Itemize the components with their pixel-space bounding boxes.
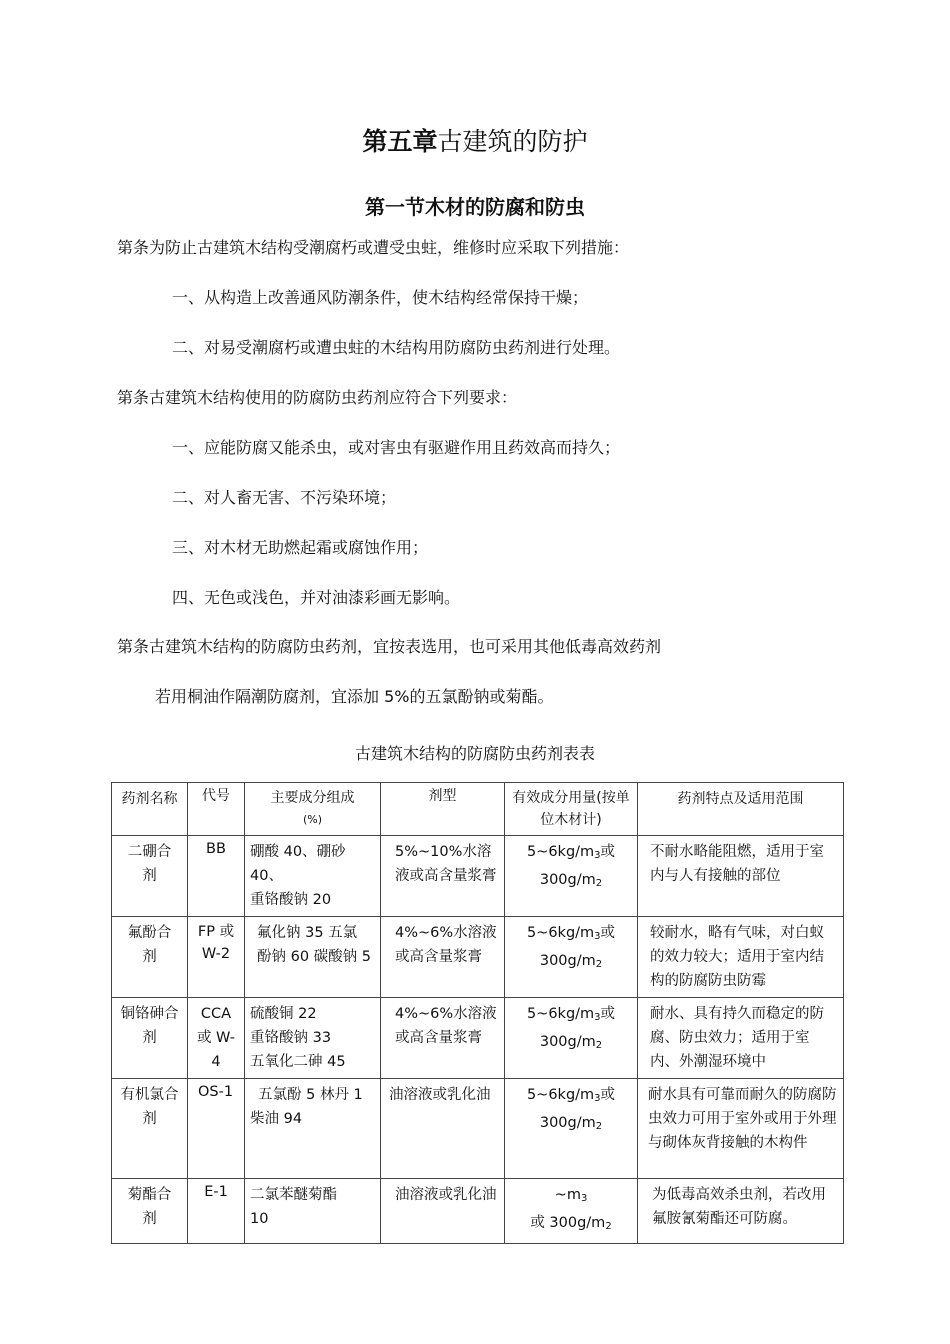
cell-composition — [245, 836, 381, 917]
cell-form: 油溶液或乳化油 — [381, 1179, 505, 1244]
cell-code: FP 或 W-2 — [188, 917, 245, 998]
composition-line: 重铬酸钠 20 — [250, 892, 332, 908]
cell-name: 菊酯合剂 — [112, 1179, 188, 1244]
composition-line: 重铬酸钠 33 — [250, 1030, 332, 1046]
cell-features: 为低毒高效杀虫剂，若改用氟胺氰菊酯还可防腐。 — [638, 1179, 844, 1244]
cell-dosage — [505, 998, 638, 1079]
dosage-alt: 或 300g/m — [530, 1215, 606, 1231]
dosage-or: 或 — [600, 925, 616, 941]
dosage-unit-exp: 3 — [594, 850, 601, 861]
table-header-row — [112, 783, 844, 836]
composition-line: 二氯苯醚菊酯 — [250, 1187, 337, 1203]
composition-line: 氟化钠 35 五氯 — [257, 925, 358, 941]
composition-line: 硫酸铜 22 — [250, 1006, 317, 1022]
cell-dosage — [505, 917, 638, 998]
dosage-alt-exp: 2 — [595, 959, 603, 970]
cell-dosage — [505, 1179, 638, 1244]
header-name: 药剂名称 — [112, 783, 188, 836]
header-code: 代号 — [188, 783, 245, 836]
cell-features: 不耐水略能阻燃，适用于室内与人有接触的部位 — [638, 836, 844, 917]
table-row — [112, 836, 844, 917]
cell-form: 4%~6%水溶液或高含量浆膏 — [381, 998, 505, 1079]
table-row — [112, 1179, 844, 1244]
article-2-item-4: 四、无色或浅色，并对油漆彩画无影响。 — [172, 588, 461, 607]
article-1-item-2: 二、对易受潮腐朽或遭虫蛀的木结构用防腐防虫药剂进行处理。 — [172, 338, 621, 357]
dosage-amount: ~m — [554, 1187, 581, 1203]
chapter-number: 第五章 — [362, 127, 438, 156]
article-2-item-1: 一、应能防腐又能杀虫，或对害虫有驱避作用且药效高而持久； — [172, 438, 621, 457]
cell-name: 铜铬砷合剂 — [112, 998, 188, 1079]
dosage-unit-exp: 3 — [594, 1093, 601, 1104]
dosage-amount: 5~6kg/m — [526, 1087, 595, 1103]
cell-features: 耐水具有可靠而耐久的防腐防虫效力可用于室外或用于外理与砌体灰背接触的木构件 — [638, 1079, 844, 1179]
dosage-alt-exp: 2 — [605, 1221, 612, 1232]
article-2-item-2: 二、对人畜无害、不污染环境； — [172, 488, 397, 507]
article-1-item-1: 一、从构造上改善通风防潮条件，使木结构经常保持干燥； — [172, 288, 589, 307]
cell-composition — [245, 1079, 381, 1179]
table-caption: 古建筑木结构的防腐防虫药剂表表 — [354, 744, 595, 763]
dosage-alt-exp: 2 — [595, 878, 603, 889]
composition-line: 柴油 94 — [250, 1111, 303, 1127]
dosage-amount: 5~6kg/m — [526, 925, 595, 941]
header-composition-label: 主要成分组成 — [270, 790, 355, 806]
dosage-alt-exp: 2 — [595, 1040, 603, 1051]
header-composition — [245, 783, 381, 836]
chapter-title — [0, 122, 950, 158]
chapter-name: 古建筑的防护 — [437, 127, 588, 156]
cell-code: CCA 或 W-4 — [188, 998, 245, 1079]
cell-code: E-1 — [188, 1179, 245, 1244]
composition-line: 五氧化二砷 45 — [250, 1054, 346, 1070]
table-row — [112, 917, 844, 998]
cell-name: 有机氯合剂 — [112, 1079, 188, 1179]
section-title: 第一节木材的防腐和防虫 — [365, 195, 585, 219]
composition-line: 酚钠 60 碳酸钠 5 — [257, 949, 372, 965]
cell-code: BB — [188, 836, 245, 917]
cell-name: 氟酚合剂 — [112, 917, 188, 998]
dosage-or: 或 — [600, 1087, 616, 1103]
article-1: 第条为防止古建筑木结构受潮腐朽或遭受虫蛀，维修时应采取下列措施： — [117, 238, 630, 257]
dosage-unit-exp: 3 — [580, 1193, 588, 1204]
article-3: 第条古建筑木结构的防腐防虫药剂，宜按表选用，也可采用其他低毒高效药剂 — [117, 637, 662, 656]
dosage-alt: 300g/m — [539, 872, 596, 888]
dosage-unit-exp: 3 — [594, 1012, 601, 1023]
cell-features: 耐水、具有持久而稳定的防腐、防虫效力；适用于室内、外潮湿环境中 — [638, 998, 844, 1079]
dosage-alt-exp: 2 — [595, 1121, 603, 1132]
header-form: 剂型 — [381, 783, 505, 836]
composition-line: 10 — [250, 1211, 269, 1227]
cell-dosage — [505, 1079, 638, 1179]
cell-form: 4%~6%水溶液或高含量浆膏 — [381, 917, 505, 998]
header-features: 药剂特点及适用范围 — [638, 783, 844, 836]
article-2-item-3: 三、对木材无助燃起霜或腐蚀作用； — [172, 538, 429, 557]
dosage-alt: 300g/m — [539, 953, 596, 969]
dosage-or: 或 — [600, 844, 616, 860]
cell-dosage — [505, 836, 638, 917]
cell-composition — [245, 998, 381, 1079]
dosage-unit-exp: 3 — [594, 931, 601, 942]
dosage-amount: 5~6kg/m — [526, 1006, 595, 1022]
cell-code: OS-1 — [188, 1079, 245, 1179]
composition-line: 五氯酚 5 林丹 1 — [258, 1087, 363, 1103]
article-2: 第条古建筑木结构使用的防腐防虫药剂应符合下列要求： — [117, 388, 518, 407]
dosage-alt: 300g/m — [539, 1034, 596, 1050]
composition-line: 40、 — [250, 868, 283, 884]
cell-composition — [245, 917, 381, 998]
cell-form: 5%~10%水溶液或高含量浆膏 — [381, 836, 505, 917]
header-composition-unit: (%) — [302, 813, 323, 826]
composition-line: 硼酸 40、硼砂 — [250, 844, 346, 860]
dosage-amount: 5~6kg/m — [526, 844, 595, 860]
cell-features: 较耐水，略有气味，对白蚁的效力较大；适用于室内结构的防腐防虫防霉 — [638, 917, 844, 998]
table-row — [112, 1079, 844, 1179]
dosage-alt: 300g/m — [539, 1115, 596, 1131]
dosage-or: 或 — [600, 1006, 616, 1022]
cell-composition — [245, 1179, 381, 1244]
cell-name: 二硼合剂 — [112, 836, 188, 917]
preservative-table — [111, 782, 844, 1244]
header-dosage: 有效成分用量(按单位木材计) — [505, 783, 638, 836]
article-3-continuation: 若用桐油作隔潮防腐剂，宜添加 5%的五氯酚钠或菊酯。 — [155, 687, 554, 706]
table-row — [112, 998, 844, 1079]
cell-form: 油溶液或乳化油 — [381, 1079, 505, 1179]
